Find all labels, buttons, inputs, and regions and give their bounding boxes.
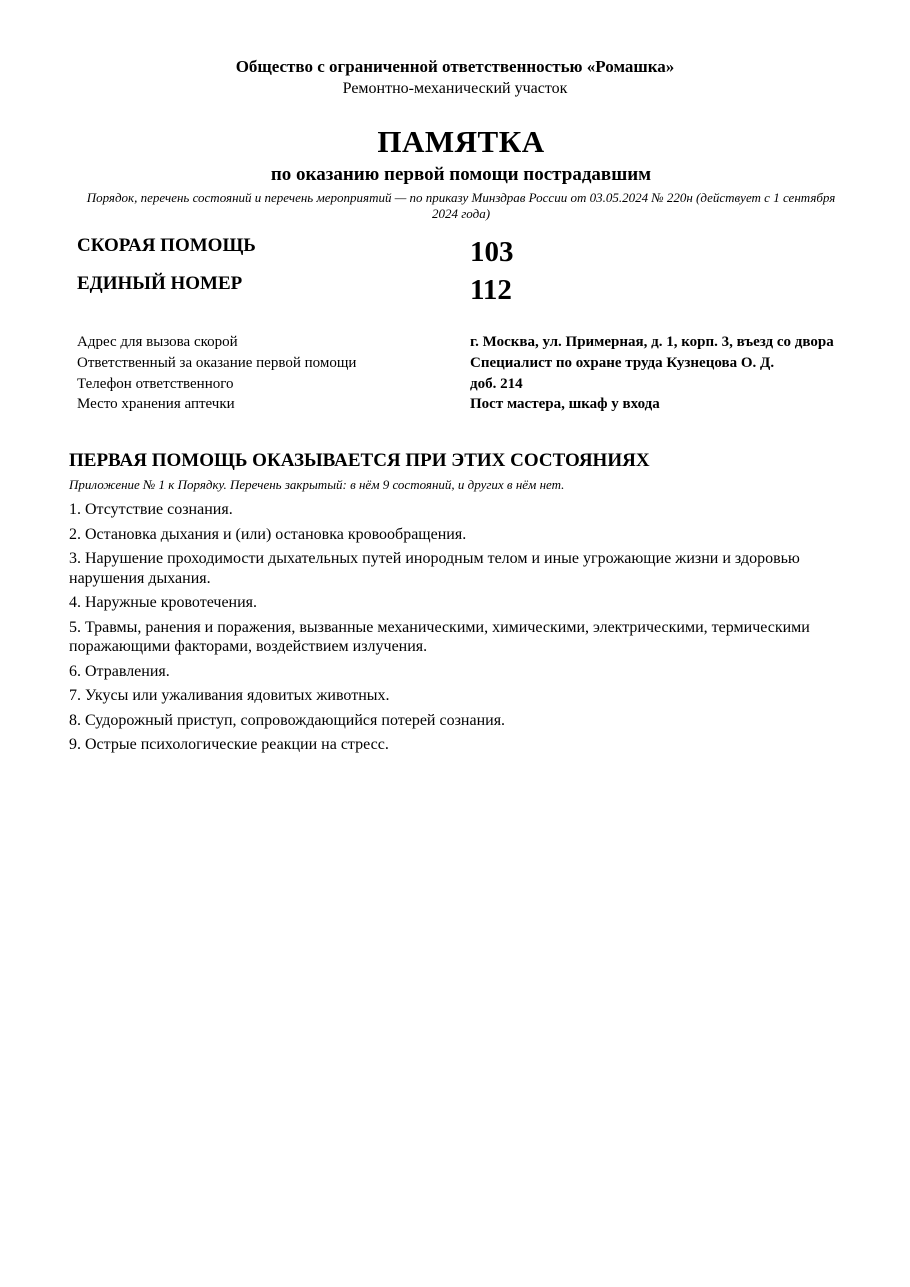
first-aid-kit-location-label: Место хранения аптечки <box>77 396 235 412</box>
organization-unit: Ремонтно-механический участок <box>342 80 568 97</box>
conditions-list <box>69 500 859 760</box>
conditions-section-note: Приложение № 1 к Порядку. Перечень закрытый: в нём 9 состояний, и других в нём нет. <box>69 477 565 492</box>
document-note: Порядок, перечень состояний и перечень мероприятий — по приказу Минздрав России от 03.05.2024 № 220н (действует с 1 сентября 2024 года) <box>86 190 836 221</box>
responsible-phone-label: Телефон ответственного <box>77 376 234 392</box>
organization-name: Общество с ограниченной ответственностью «Ромашка» <box>235 57 675 76</box>
emergency-number: 112 <box>470 274 512 306</box>
condition-item: 1. Отсутствие сознания. <box>69 501 233 518</box>
conditions-section-title: ПЕРВАЯ ПОМОЩЬ ОКАЗЫВАЕТСЯ ПРИ ЭТИХ СОСТОЯНИЯХ <box>69 450 650 471</box>
condition-item: 7. Укусы или ужаливания ядовитых животных. <box>69 687 390 704</box>
ambulance-label: СКОРАЯ ПОМОЩЬ <box>77 235 256 256</box>
address-label: Адрес для вызова скорой <box>77 334 238 350</box>
condition-item: 6. Отравления. <box>69 662 170 680</box>
document-title: ПАМЯТКА <box>377 124 545 159</box>
address-value: г. Москва, ул. Примерная, д. 1, корп. 3, въезд со двора <box>470 334 834 350</box>
condition-item: 8. Судорожный приступ, сопровождающийся потерей сознания. <box>69 711 506 729</box>
responsible-value: Специалист по охране труда Кузнецова О. Д. <box>470 355 775 371</box>
first-aid-kit-location-value: Пост мастера, шкаф у входа <box>470 396 660 412</box>
condition-item: 5. Травмы, ранения и поражения, вызванные механическими, химическими, электрическими, термическими поражающими факторами, воздействием излучения. <box>69 618 810 655</box>
condition-item: 9. Острые психологические реакции на стресс. <box>69 736 389 753</box>
responsible-label: Ответственный за оказание первой помощи <box>77 355 357 371</box>
document-subtitle: по оказанию первой помощи пострадавшим <box>270 164 652 185</box>
condition-item: 4. Наружные кровотечения. <box>69 594 258 611</box>
condition-item: 3. Нарушение проходимости дыхательных путей инородным телом и иные угрожающие жизни и здоровью нарушения дыхания. <box>69 550 800 587</box>
ambulance-number: 103 <box>470 236 514 268</box>
responsible-phone-value: доб. 214 <box>470 376 523 392</box>
emergency-label: ЕДИНЫЙ НОМЕР <box>77 273 243 294</box>
condition-item: 2. Остановка дыхания и (или) остановка кровообращения. <box>69 525 467 543</box>
